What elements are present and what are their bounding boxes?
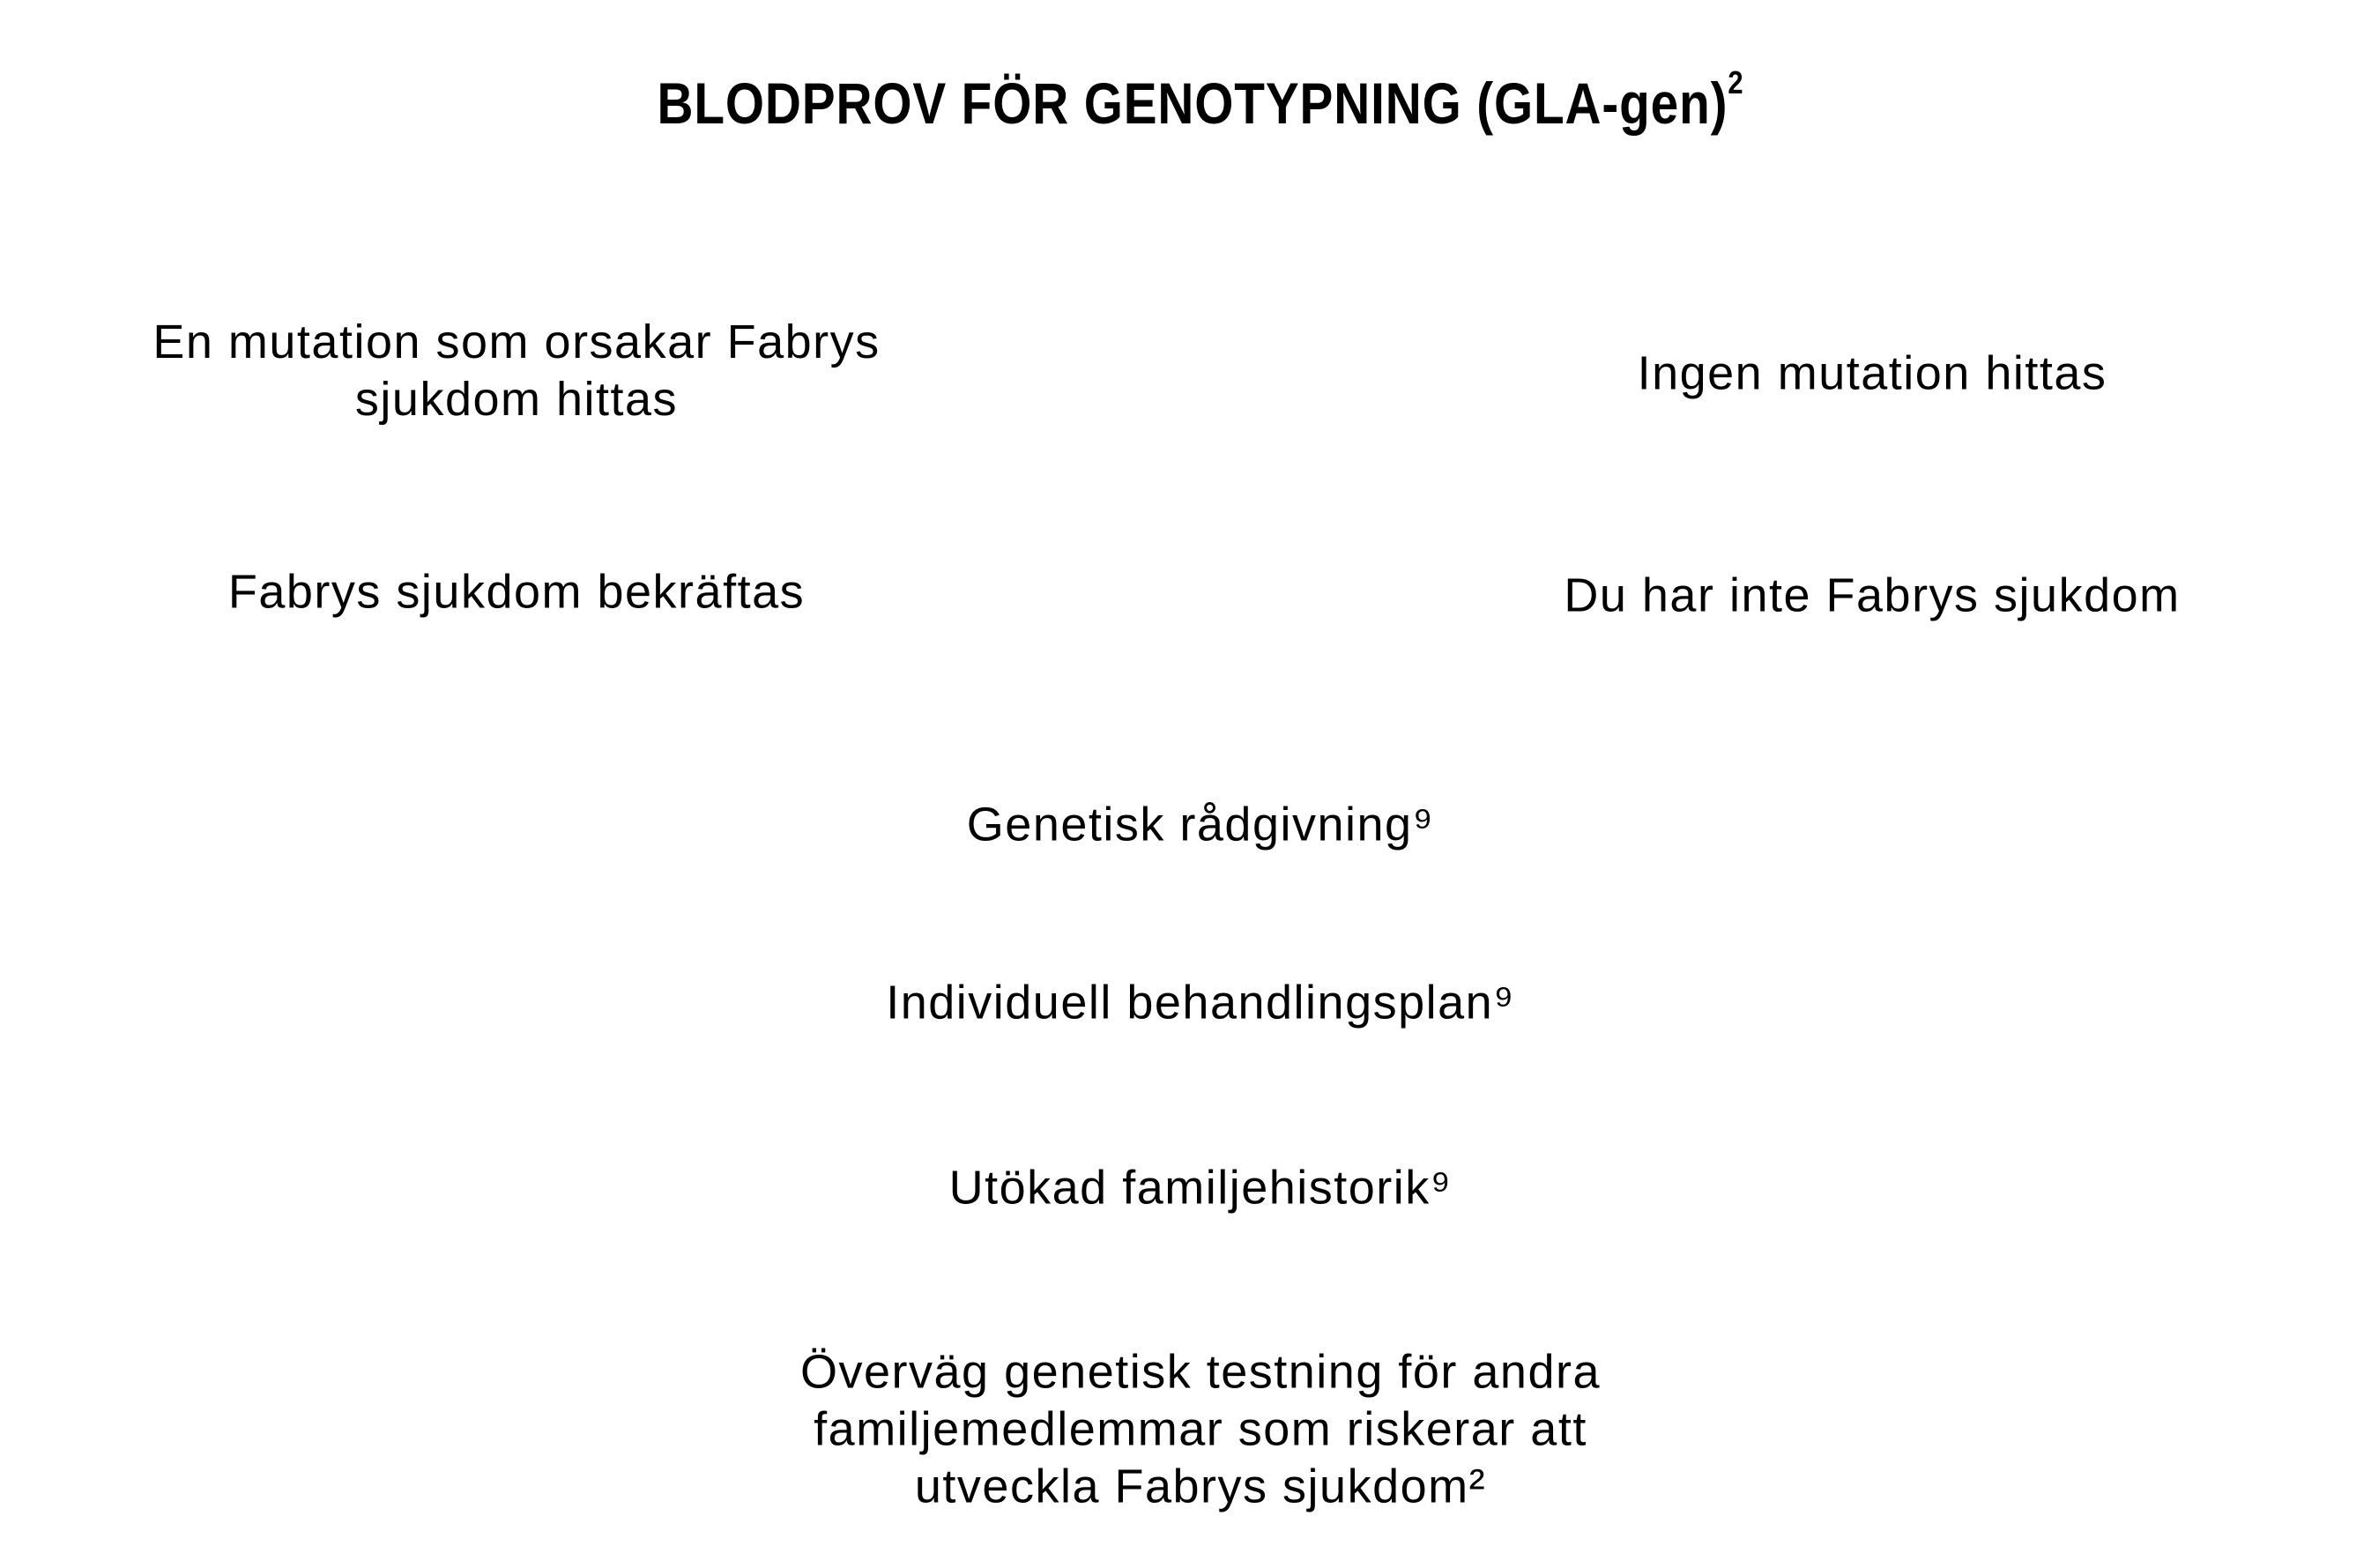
fabry-confirmed: Fabrys sjukdom bekräftas — [227, 565, 806, 619]
no-mutation-found: Ingen mutation hittas — [1637, 346, 2107, 400]
extended-family-history: Utökad familjehistorik⁹ — [948, 1161, 1453, 1215]
mutation-found-box — [152, 314, 880, 428]
genetic-counseling: Genetisk rådgivning⁹ — [966, 798, 1435, 851]
mutation-found-line-2: sjukdom hittas — [354, 373, 679, 426]
page-title — [657, 64, 1744, 137]
mutation-found-line-1: En mutation som orsakar Fabrys — [152, 316, 881, 368]
title-footnote: 2 — [1728, 64, 1744, 100]
family-testing-line-3: utveckla Fabrys sjukdom² — [914, 1460, 1487, 1513]
no-fabry-disease: Du har inte Fabrys sjukdom — [1564, 568, 2181, 622]
individual-treatment-plan: Individuell behandlingsplan⁹ — [886, 976, 1515, 1029]
family-testing-line-2: familjemedlemmar som riskerar att — [814, 1402, 1587, 1456]
title-text: BLODPROV FÖR GENOTYPNING (GLA-gen) — [657, 71, 1728, 136]
family-testing-box — [800, 1344, 1601, 1516]
family-testing-line-1: Överväg genetisk testning för andra — [800, 1345, 1601, 1399]
